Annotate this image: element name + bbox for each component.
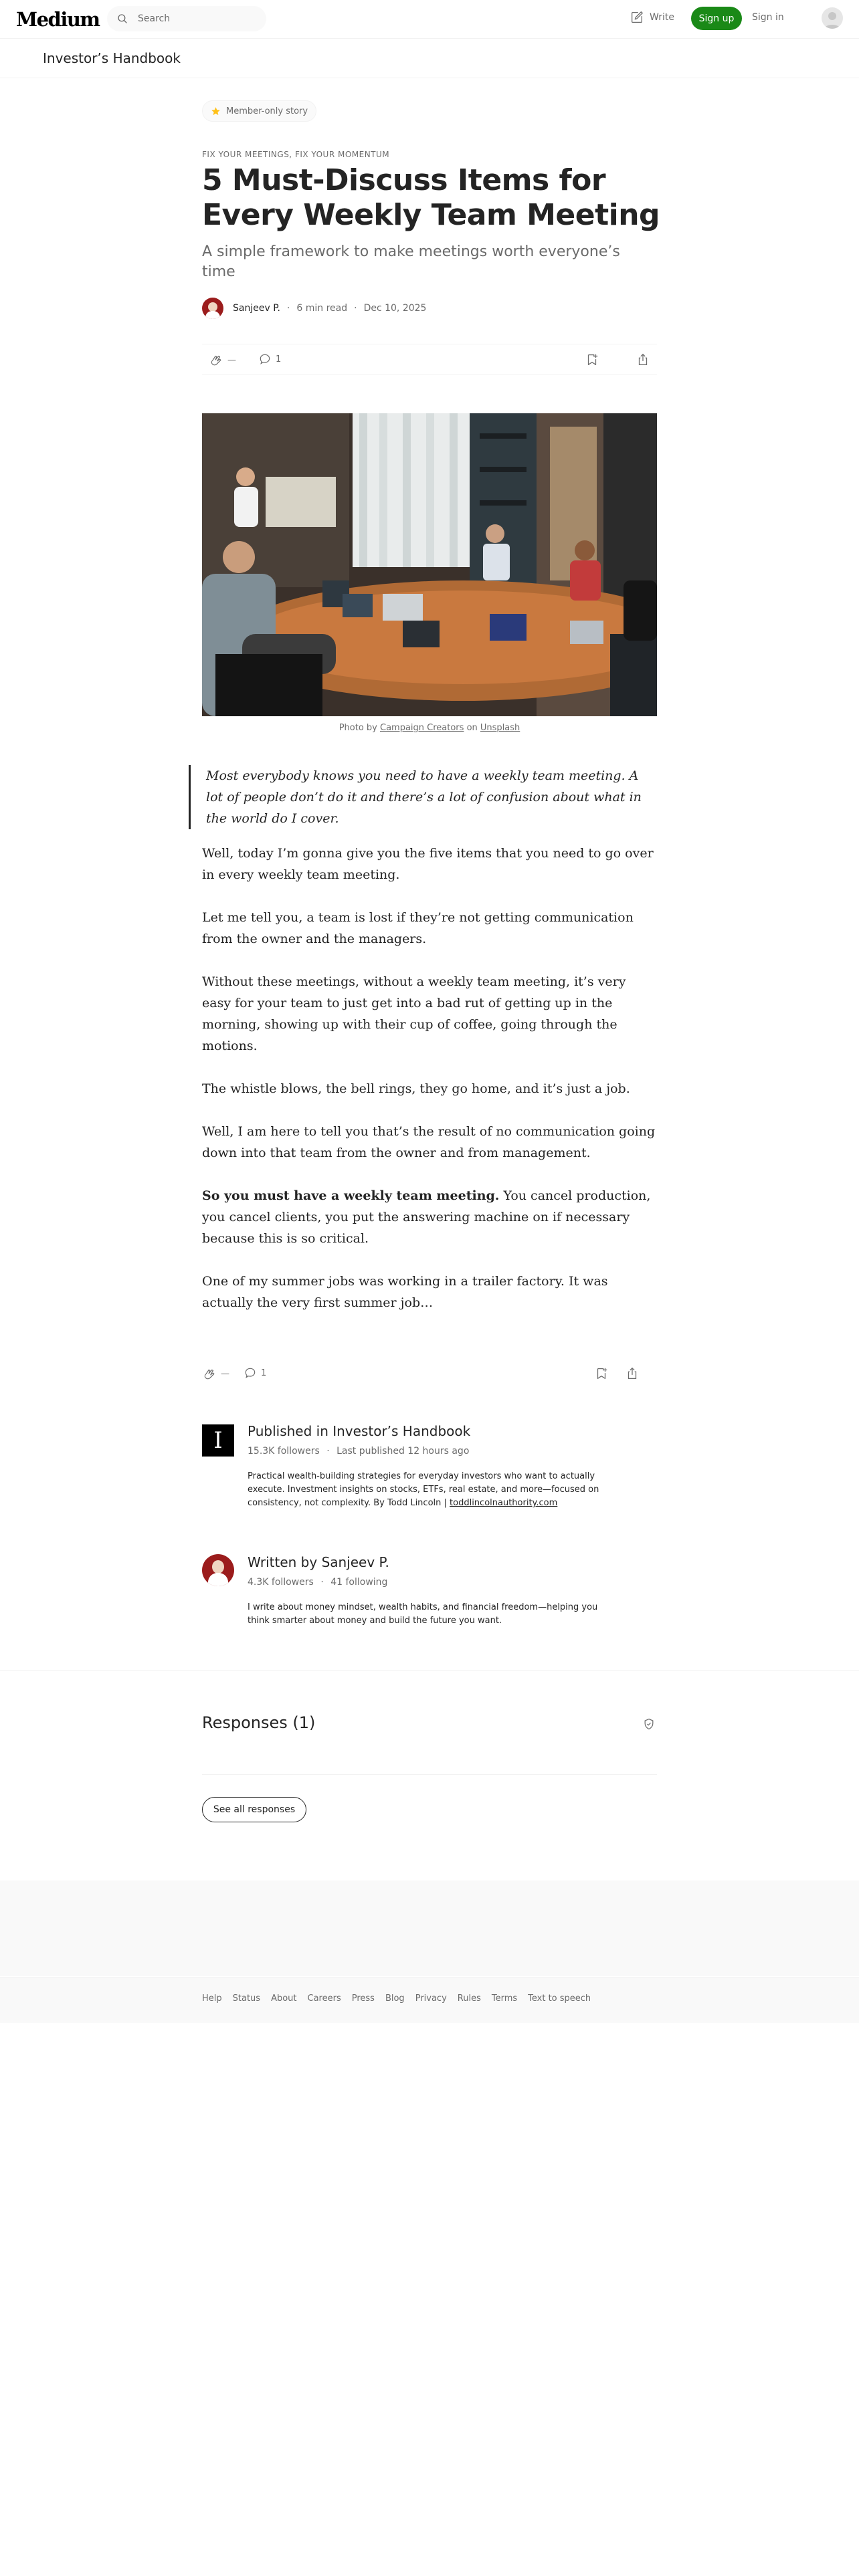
footer-link-press[interactable]: Press: [351, 1994, 375, 2004]
publication-meta: [248, 1446, 469, 1457]
search-box[interactable]: [107, 6, 266, 31]
star-icon: [211, 106, 221, 116]
author-name[interactable]: Sanjeev P.: [233, 303, 280, 314]
shield-icon[interactable]: [642, 1717, 656, 1731]
publication-description-text: Practical wealth-building strategies for everyday investors who want to actually execute. Investment insights on stocks, ETFs, real estate, and more—focused on consistency, not complexity. By Todd Lincoln |: [248, 1471, 599, 1508]
paragraph: The whistle blows, the bell rings, they go home, and it’s just a job.: [202, 1081, 630, 1096]
write-button[interactable]: [630, 10, 674, 25]
footer-link-help[interactable]: Help: [202, 1994, 222, 2004]
see-all-responses-button[interactable]: See all responses: [202, 1797, 306, 1822]
separator-dot: ·: [326, 1446, 330, 1457]
clap-count: —: [221, 1368, 229, 1379]
search-input[interactable]: Search: [138, 13, 171, 24]
recommendations-area: [0, 1881, 859, 1976]
clap-button[interactable]: [209, 352, 236, 367]
write-label: Write: [650, 12, 674, 23]
paragraph: Let me tell you, a team is lost if they’re not getting communication from the owner and the managers.: [202, 910, 634, 946]
separator-dot: ·: [286, 303, 290, 314]
pull-quote: Most everybody knows you need to have a weekly team meeting. A lot of people don’t do it and there’s a lot of confusion about what in the world do I cover.: [189, 765, 657, 829]
clap-button[interactable]: [202, 1366, 229, 1381]
sign-in-link[interactable]: Sign in: [752, 12, 784, 23]
paragraph: [202, 1185, 657, 1249]
search-icon: [116, 13, 128, 25]
byline: [202, 297, 426, 320]
member-only-badge: [202, 100, 316, 122]
author-avatar[interactable]: [202, 298, 223, 319]
bookmark-add-icon: [594, 1366, 609, 1381]
responses-button[interactable]: [244, 1366, 266, 1380]
publication-description: [248, 1470, 602, 1510]
author-followers[interactable]: 4.3K followers: [248, 1577, 314, 1588]
share-button[interactable]: [625, 1366, 640, 1381]
bookmark-button[interactable]: [594, 1366, 609, 1381]
last-published: Last published 12 hours ago: [337, 1446, 470, 1457]
user-avatar[interactable]: [822, 7, 843, 29]
author-card-avatar[interactable]: [202, 1554, 234, 1586]
response-count: 1: [276, 354, 282, 364]
publication-website-link[interactable]: toddlincolnauthority.com: [450, 1498, 558, 1508]
share-button[interactable]: [636, 352, 650, 367]
footer-links: [202, 1994, 591, 2004]
badge-label: Member-only story: [226, 106, 308, 116]
read-time: 6 min read: [296, 303, 348, 314]
article-kicker: FIX YOUR MEETINGS, FIX YOUR MOMENTUM: [202, 150, 390, 159]
unsplash-link[interactable]: Unsplash: [480, 723, 520, 733]
paragraph: Well, today I’m gonna give you the five items that you need to go over in every weekly team meeting.: [202, 846, 654, 882]
bold-lead: So you must have a weekly team meeting.: [202, 1188, 500, 1203]
section-divider: [0, 1670, 859, 1671]
paragraph: Well, I am here to tell you that’s the result of no communication going down into that team from the owner and from management.: [202, 1124, 656, 1160]
footer: [0, 1977, 859, 2023]
caption-prefix: Photo by: [339, 723, 380, 733]
footer-link-careers[interactable]: Careers: [307, 1994, 341, 2004]
footer-link-blog[interactable]: Blog: [385, 1994, 405, 2004]
author-description: I write about money mindset, wealth habits, and financial freedom—helping you think smarter about money and build the future you want.: [248, 1602, 598, 1626]
bookmark-add-icon: [585, 352, 599, 367]
publication-name[interactable]: Investor’s Handbook: [43, 50, 181, 66]
separator-dot: ·: [354, 303, 357, 314]
article-title: 5 Must-Discuss Items for Every Weekly Team Meeting: [202, 163, 660, 232]
clap-count: —: [227, 354, 236, 365]
footer-link-text-to-speech[interactable]: Text to speech: [528, 1994, 591, 2004]
bookmark-button[interactable]: [585, 352, 599, 367]
clap-icon: [209, 352, 223, 367]
comment-icon: [258, 352, 272, 366]
responses-title: Responses (1): [202, 1713, 316, 1732]
publish-date: Dec 10, 2025: [363, 303, 427, 314]
author-card-title[interactable]: Written by Sanjeev P.: [248, 1554, 389, 1570]
separator-dot: ·: [320, 1577, 324, 1588]
footer-link-terms[interactable]: Terms: [491, 1994, 518, 2004]
article-action-bar-bottom: [202, 1361, 657, 1388]
medium-logo[interactable]: Medium: [16, 8, 100, 31]
divider: [202, 1774, 657, 1775]
article-subtitle: A simple framework to make meetings worth everyone’s time: [202, 243, 620, 280]
caption-mid: on: [464, 723, 480, 733]
footer-link-status[interactable]: Status: [232, 1994, 261, 2004]
publication-logo[interactable]: I: [202, 1424, 234, 1457]
paragraph-rest: You cancel production, you cancel clients, you put the answering machine on if necessary because this is so critical.: [202, 1188, 651, 1246]
share-icon: [636, 352, 650, 367]
publication-followers[interactable]: 15.3K followers: [248, 1446, 320, 1457]
top-navigation-bar: [0, 0, 859, 39]
share-icon: [625, 1366, 640, 1381]
image-caption: [202, 723, 657, 733]
hero-image: [202, 413, 657, 716]
photographer-link[interactable]: Campaign Creators: [380, 723, 464, 733]
footer-link-privacy[interactable]: Privacy: [415, 1994, 447, 2004]
paragraph: One of my summer jobs was working in a trailer factory. It was actually the very first summer job…: [202, 1274, 608, 1310]
write-icon: [630, 10, 644, 25]
paragraph: Without these meetings, without a weekly team meeting, it’s very easy for your team to just get into a bad rut of getting up in the morning, showing up with their cup of coffee, going through the motions.: [202, 974, 626, 1053]
response-count: 1: [261, 1368, 267, 1378]
footer-link-about[interactable]: About: [271, 1994, 297, 2004]
article-action-bar: [202, 344, 657, 374]
publication-card-title[interactable]: Published in Investor’s Handbook: [248, 1423, 471, 1439]
responses-button[interactable]: [258, 352, 281, 366]
clap-icon: [202, 1366, 217, 1381]
comment-icon: [244, 1366, 257, 1380]
author-meta: [248, 1577, 387, 1588]
sign-up-button[interactable]: Sign up: [691, 7, 742, 30]
user-icon: [822, 7, 843, 29]
footer-link-rules[interactable]: Rules: [457, 1994, 481, 2004]
publication-bar: [0, 39, 859, 78]
author-following[interactable]: 41 following: [330, 1577, 388, 1588]
